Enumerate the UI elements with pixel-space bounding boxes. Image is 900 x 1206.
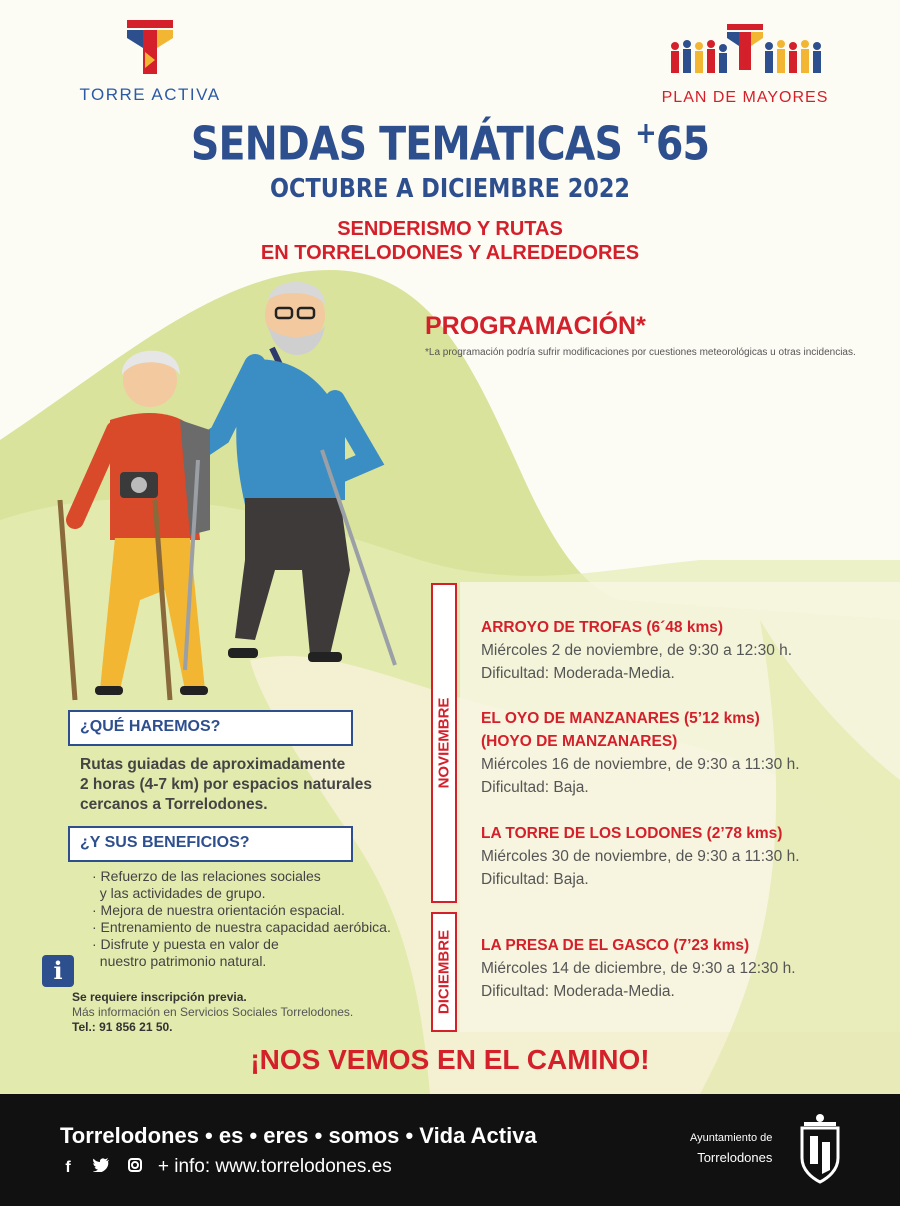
benefit-item: · Entrenamiento de nuestra capacidad aeróbica. — [92, 919, 391, 935]
event-difficulty: Dificultad: Moderada-Media. — [481, 665, 675, 682]
registration-info — [72, 990, 353, 1035]
month-november-label: NOVIEMBRE — [435, 697, 453, 789]
event-difficulty: Dificultad: Moderada-Media. — [481, 983, 675, 1000]
benefit-item: · Disfrute y puesta en valor de — [92, 936, 279, 952]
benefits-heading-box — [68, 826, 353, 862]
event-date: Miércoles 16 de noviembre, de 9:30 a 11:30 h. — [481, 756, 800, 773]
man-hiker — [190, 282, 395, 665]
torre-activa-emblem-icon — [125, 20, 175, 76]
page-title — [63, 116, 837, 170]
footer-info-link[interactable]: + info: www.torrelodones.es — [157, 1156, 392, 1177]
benefit-item: nuestro patrimonio natural. — [92, 953, 267, 969]
ayuntamiento-crest-icon — [798, 1112, 842, 1184]
hikers-illustration — [40, 270, 420, 710]
month-december-label: DICIEMBRE — [435, 929, 453, 1015]
event-difficulty: Dificultad: Baja. — [481, 871, 589, 888]
event-item — [481, 934, 796, 1003]
benefits-list — [92, 868, 422, 970]
headline-line-1: SENDERISMO Y RUTAS — [337, 218, 563, 240]
plan-de-mayores-people-icon — [665, 24, 825, 80]
instagram-icon[interactable] — [125, 1158, 145, 1177]
torre-activa-logo — [70, 20, 230, 105]
what-line: 2 horas (4-7 km) por espacios naturales — [80, 776, 373, 793]
info-icon: i — [42, 955, 74, 987]
title-text: SENDAS TEMÁTICAS — [190, 116, 623, 171]
programacion-note: *La programación podría sufrir modificaciones por cuestiones meteorológicas u otras incidencias. — [425, 347, 856, 358]
ayuntamiento-line-2: Torrelodones — [697, 1150, 773, 1165]
ayuntamiento-block — [690, 1132, 772, 1165]
what-line: Rutas guiadas de aproximadamente — [80, 756, 346, 773]
page-subtitle: OCTUBRE A DICIEMBRE 2022 — [270, 174, 630, 204]
woman-hiker — [60, 351, 210, 700]
event-date: Miércoles 30 de noviembre, de 9:30 a 11:30 h. — [481, 848, 800, 865]
title-plus: + — [635, 116, 656, 151]
event-item — [481, 707, 800, 799]
closing-message: ¡NOS VEMOS EN EL CAMINO! — [250, 1044, 650, 1075]
title-number: 65 — [655, 116, 710, 171]
event-item — [481, 822, 800, 891]
benefit-item: · Mejora de nuestra orientación espacial. — [92, 902, 345, 918]
plan-de-mayores-logo — [660, 24, 830, 107]
registration-required: Se requiere inscripción previa. — [72, 990, 247, 1004]
plan-de-mayores-text: PLAN DE MAYORES — [661, 89, 829, 106]
event-title: EL OYO DE MANZANARES (5’12 kms) — [481, 710, 760, 727]
registration-phone: Tel.: 91 856 21 50. — [72, 1020, 173, 1034]
footer-slogan: Torrelodones • es • eres • somos • Vida Activa — [60, 1123, 537, 1148]
event-title: ARROYO DE TROFAS (6´48 kms) — [481, 619, 724, 636]
event-subtitle: (HOYO DE MANZANARES) — [481, 733, 678, 750]
event-difficulty: Dificultad: Baja. — [481, 779, 589, 796]
torre-activa-text: TORRE ACTIVA — [79, 85, 221, 104]
footer-social — [58, 1156, 392, 1178]
benefits-heading: ¿Y SUS BENEFICIOS? — [80, 834, 250, 851]
what-description — [80, 755, 410, 815]
what-line: cercanos a Torrelodones. — [80, 796, 268, 813]
what-heading: ¿QUÉ HAREMOS? — [80, 718, 221, 735]
event-date: Miércoles 14 de diciembre, de 9:30 a 12:30 h. — [481, 960, 796, 977]
event-date: Miércoles 2 de noviembre, de 9:30 a 12:30 h. — [481, 642, 793, 659]
twitter-icon[interactable] — [91, 1158, 111, 1177]
event-item — [481, 616, 792, 685]
benefit-item: · Refuerzo de las relaciones sociales — [92, 868, 321, 884]
month-december-box — [431, 912, 457, 1032]
programacion-heading: PROGRAMACIÓN* — [425, 312, 646, 340]
facebook-icon[interactable]: f — [65, 1159, 71, 1176]
month-november-box — [431, 583, 457, 903]
registration-more: Más información en Servicios Sociales Torrelodones. — [72, 1005, 354, 1019]
event-title: LA TORRE DE LOS LODONES (2’78 kms) — [481, 825, 783, 842]
benefit-item: y las actividades de grupo. — [92, 885, 266, 901]
headline-line-2: EN TORRELODONES Y ALREDEDORES — [260, 242, 640, 264]
what-heading-box — [68, 710, 353, 746]
event-title: LA PRESA DE EL GASCO (7’23 kms) — [481, 937, 750, 954]
ayuntamiento-line-1: Ayuntamiento de — [690, 1132, 773, 1144]
